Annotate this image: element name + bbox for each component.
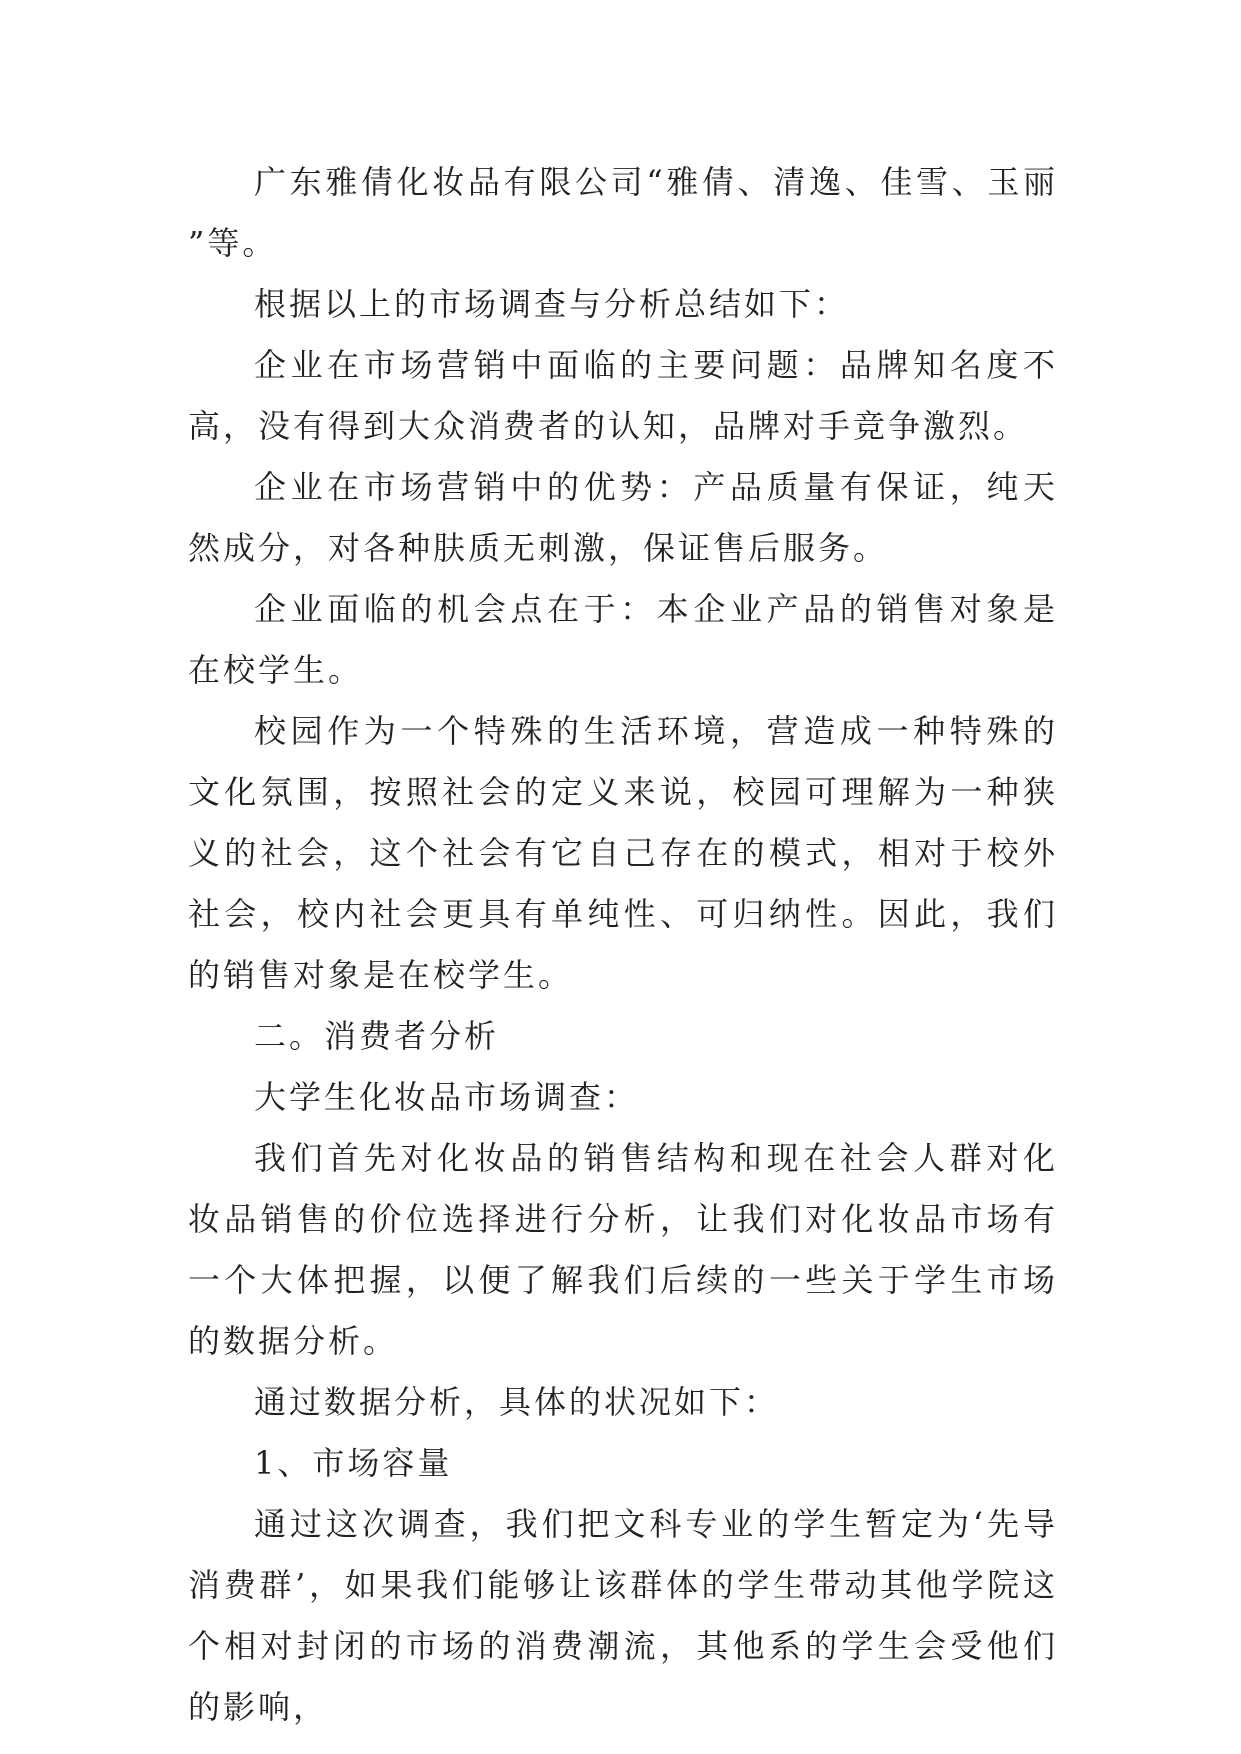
subsection-heading: 1、市场容量 <box>254 1444 453 1482</box>
paragraph: 根据以上的市场调查与分析总结如下： <box>254 285 850 323</box>
paragraph: 校园作为一个特殊的生活环境，营造成一种特殊的文化氛围，按照社会的定义来说，校园可理解为一种狭义的社会，这个社会有它自己存在的模式，相对于校外社会，校内社会更具有单纯性、可归纳性。因此，我们的销售对象是在校学生。 <box>188 712 1058 994</box>
paragraph: 广东雅倩化妆品有限公司“雅倩、清逸、佳雪、玉丽”等。 <box>188 163 1058 262</box>
document-body <box>188 152 1058 1738</box>
paragraph: 我们首先对化妆品的销售结构和现在社会人群对化妆品销售的价位选择进行分析，让我们对化妆品市场有一个大体把握，以便了解我们后续的一些关于学生市场的数据分析。 <box>188 1139 1058 1360</box>
paragraph: 通过这次调查，我们把文科专业的学生暂定为‘先导消费群’，如果我们能够让该群体的学生带动其他学院这个相对封闭的市场的消费潮流，其他系的学生会受他们的影响， <box>188 1505 1058 1726</box>
paragraph: 企业在市场营销中面临的主要问题：品牌知名度不高，没有得到大众消费者的认知，品牌对手竞争激烈。 <box>188 346 1058 445</box>
paragraph: 企业在市场营销中的优势：产品质量有保证，纯天然成分，对各种肤质无刺激，保证售后服务。 <box>188 468 1058 567</box>
paragraph: 通过数据分析，具体的状况如下： <box>254 1383 780 1421</box>
paragraph: 大学生化妆品市场调查： <box>254 1078 640 1116</box>
paragraph: 企业面临的机会点在于：本企业产品的销售对象是在校学生。 <box>188 590 1058 689</box>
section-heading: 二。消费者分析 <box>254 1017 500 1055</box>
